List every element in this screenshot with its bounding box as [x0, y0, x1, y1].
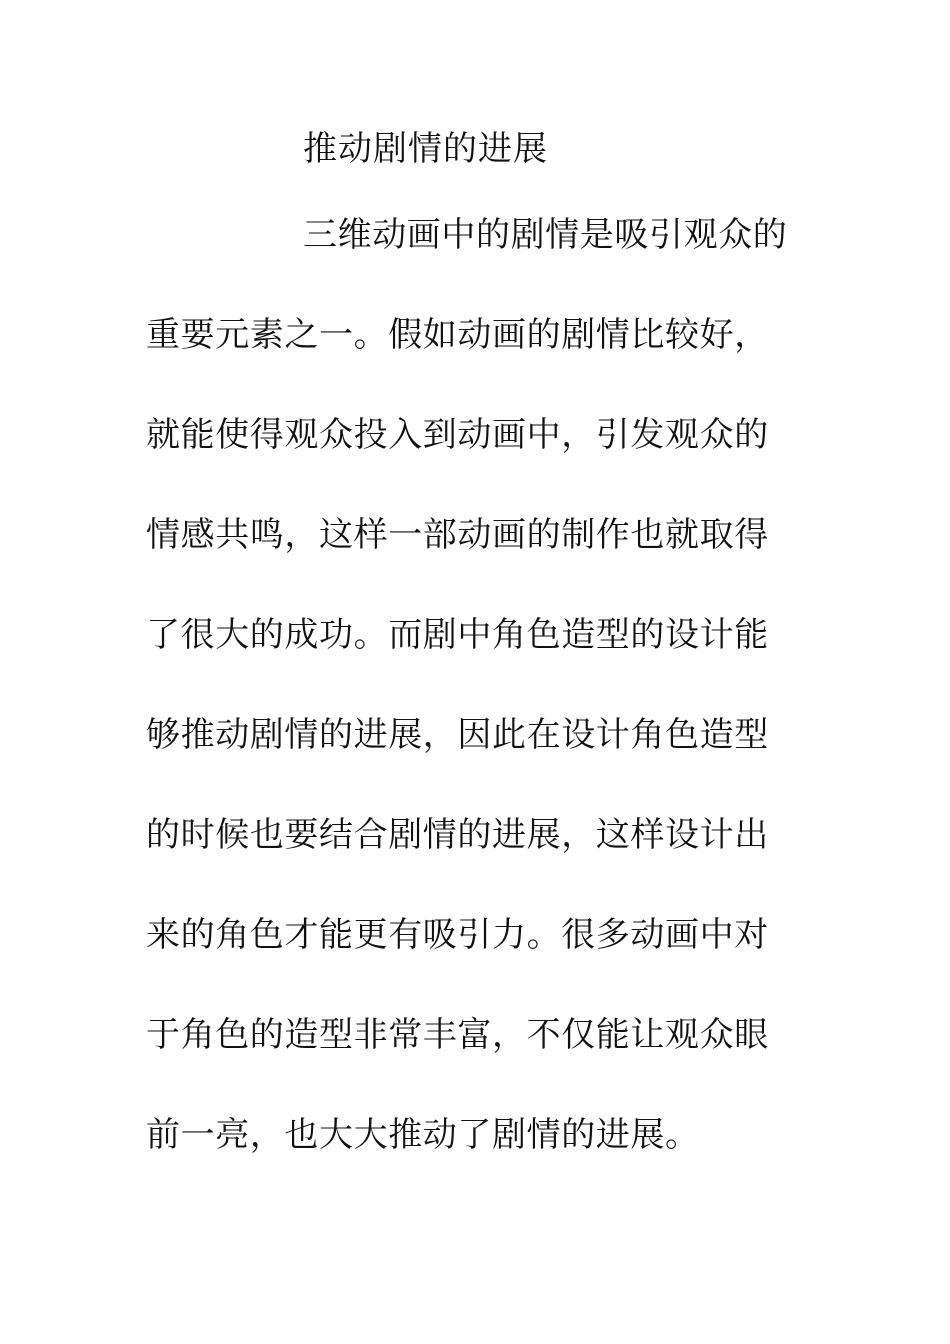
section-heading: 推动剧情的进展	[303, 129, 548, 169]
paragraph-line-2: 重要元素之一。假如动画的剧情比较好，	[146, 315, 769, 355]
paragraph-line-3: 就能使得观众投入到动画中，引发观众的	[146, 415, 769, 455]
paragraph-line-10: 前一亮，也大大推动了剧情的进展。	[146, 1115, 700, 1155]
paragraph-line-8: 来的角色才能更有吸引力。很多动画中对	[146, 915, 769, 955]
paragraph-line-6: 够推动剧情的进展，因此在设计角色造型	[146, 715, 769, 755]
paragraph-line-7: 的时候也要结合剧情的进展，这样设计出	[146, 815, 769, 855]
paragraph-line-5: 了很大的成功。而剧中角色造型的设计能	[146, 615, 769, 655]
paragraph-line-1: 三维动画中的剧情是吸引观众的	[303, 215, 788, 255]
paragraph-line-9: 于角色的造型非常丰富，不仅能让观众眼	[146, 1015, 769, 1055]
paragraph-line-4: 情感共鸣，这样一部动画的制作也就取得	[146, 515, 769, 555]
